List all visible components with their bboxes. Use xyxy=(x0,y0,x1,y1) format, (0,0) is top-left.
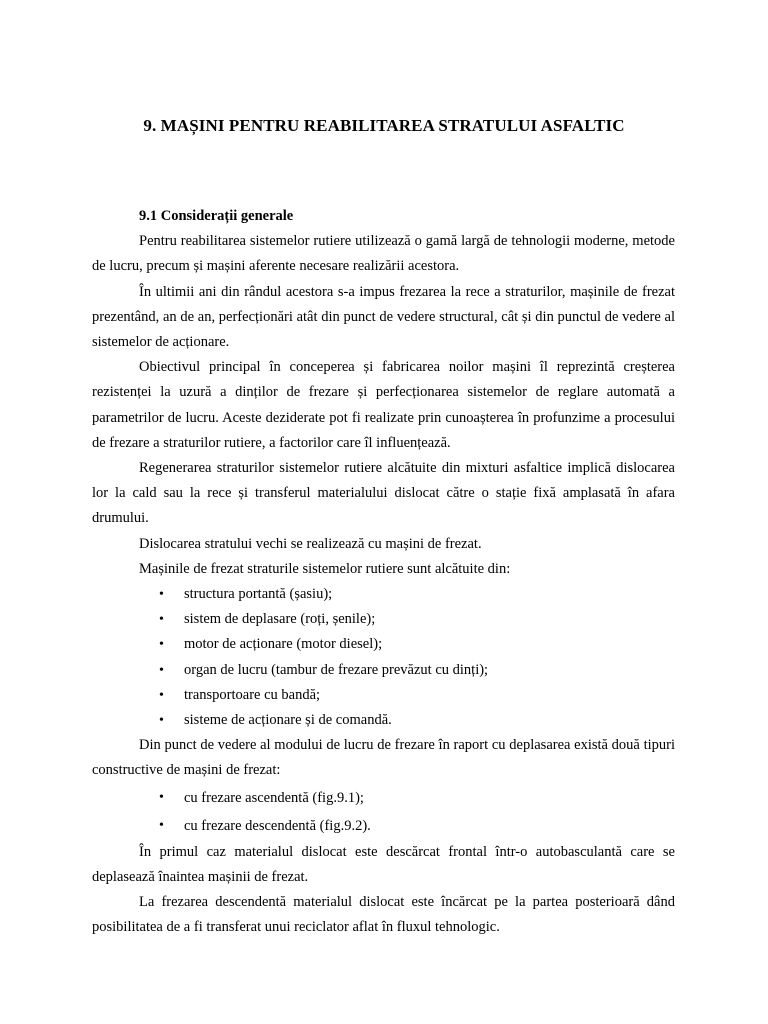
bullet-icon: • xyxy=(159,612,164,628)
types-list xyxy=(92,784,675,840)
paragraph-types-intro: Din punct de vedere al modului de lucru de frezare în raport cu deplasarea există două tipuri constructive de mașini de frezat: xyxy=(92,737,675,779)
list-item xyxy=(92,784,675,812)
paragraph-descending: La frezarea descendentă materialul dislocat este încărcat pe la partea posterioară dând posibilitatea de a fi transferat unui reciclator aflat în fluxul tehnologic. xyxy=(92,894,675,936)
list-item xyxy=(92,607,675,632)
paragraph-first-case: În primul caz materialul dislocat este descărcat frontal într-o autobasculantă care se deplasează înaintea mașinii de frezat. xyxy=(92,843,675,885)
paragraph-intro: Pentru reabilitarea sistemelor rutiere utilizează o gamă largă de tehnologii moderne, metode de lucru, precum și mașini aferente necesare realizării acestora. xyxy=(92,233,675,275)
section-heading: 9.1 Considerații generale xyxy=(139,208,294,224)
list-item-text: structura portantă (șasiu); xyxy=(184,586,333,603)
bullet-icon: • xyxy=(159,789,164,805)
list-item-text: cu frezare ascendentă (fig.9.1); xyxy=(184,789,364,806)
section-body xyxy=(92,204,675,940)
bullet-icon: • xyxy=(159,587,164,603)
components-list xyxy=(92,582,675,733)
bullet-icon: • xyxy=(159,817,164,833)
list-item xyxy=(92,812,675,840)
paragraph-recent-years: În ultimii ani din rândul acestora s-a impus frezarea la rece a straturilor, mașinile de frezat prezentând, an de an, perfecționări atât din punct de vedere structural, cât și din punctul de vedere al sistemelor de acționare. xyxy=(92,283,675,351)
paragraph-components-intro: Mașinile de frezat straturile sistemelor rutiere sunt alcătuite din: xyxy=(139,560,511,577)
list-item-text: cu frezare descendentă (fig.9.2). xyxy=(184,817,371,834)
paragraph-objective: Obiectivul principal în conceperea și fabricarea noilor mașini îl reprezintă creșterea rezistenței la uzură a dinților de frezare și perfecționarea sistemelor de reglare automată a parametrilor de lucru. Aceste deziderate pot fi realizate prin cunoașterea în profunzime a procesului de frezare a straturilor rutiere, a factorilor care îl influențează. xyxy=(92,359,675,451)
chapter-title: 9. MAȘINI PENTRU REABILITAREA STRATULUI ASFALTIC xyxy=(143,116,625,135)
list-item-text: sisteme de acționare și de comandă. xyxy=(184,712,392,729)
list-item xyxy=(92,582,675,607)
bullet-icon: • xyxy=(159,637,164,653)
bullet-icon: • xyxy=(159,687,164,703)
list-item xyxy=(92,683,675,708)
bullet-icon: • xyxy=(159,713,164,729)
paragraph-dislocation: Dislocarea stratului vechi se realizează cu mașini de frezat. xyxy=(139,535,482,552)
list-item-text: organ de lucru (tambur de frezare prevăzut cu dinți); xyxy=(184,661,489,678)
list-item-text: sistem de deplasare (roți, șenile); xyxy=(184,611,376,628)
list-item-text: motor de acționare (motor diesel); xyxy=(184,636,383,653)
list-item xyxy=(92,632,675,657)
bullet-icon: • xyxy=(159,662,164,678)
list-item xyxy=(92,658,675,683)
paragraph-regeneration: Regenerarea straturilor sistemelor rutiere alcătuite din mixturi asfaltice implică dislocarea lor la cald sau la rece și transferul materialului dislocat către o stație fixă amplasată în afara drumului. xyxy=(92,460,675,527)
list-item xyxy=(92,708,675,733)
list-item-text: transportoare cu bandă; xyxy=(184,686,321,703)
